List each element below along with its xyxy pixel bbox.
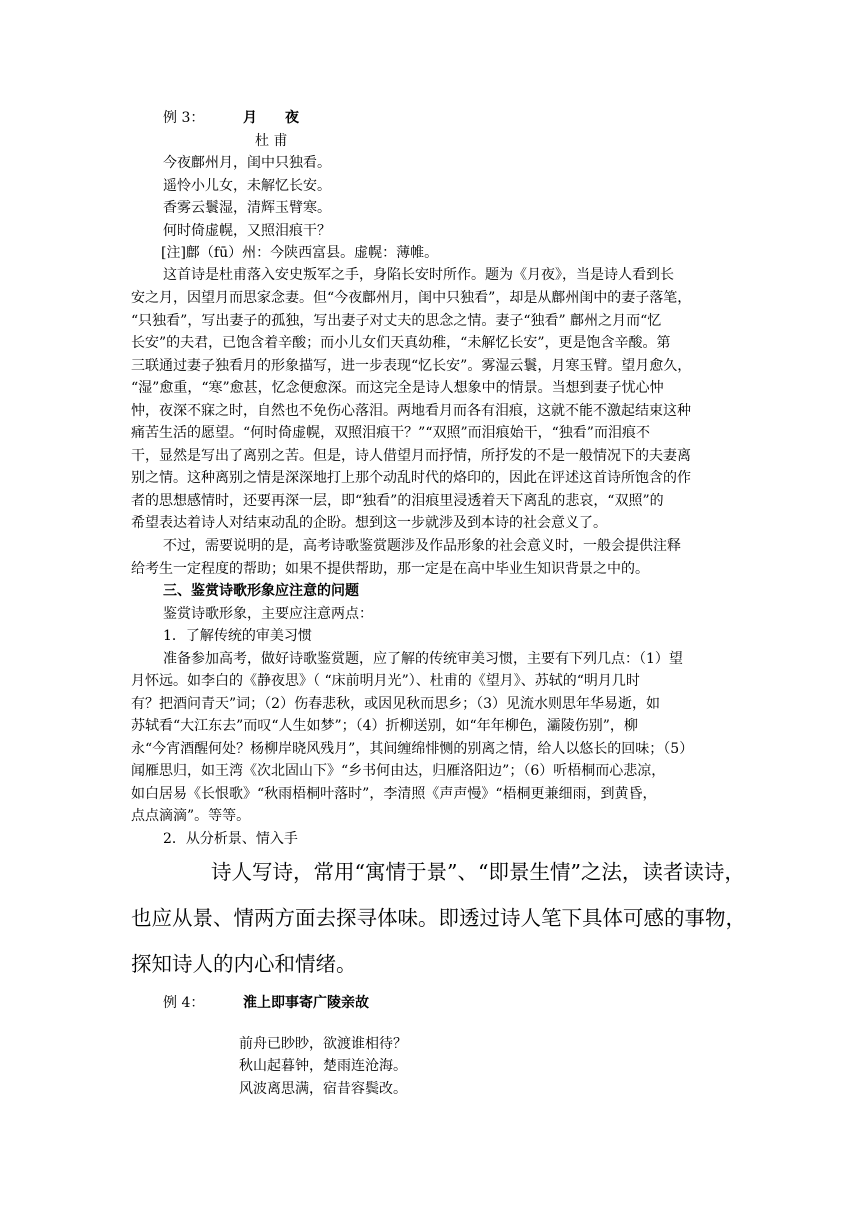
analysis-line: 痛苦生活的愿望。“何时倚虚幌，双照泪痕干？”“双照”而泪痕始干，“独看”而泪痕不	[131, 425, 650, 441]
point-1-line: 准备参加高考，做好诗歌鉴赏题，应了解的传统审美习惯，主要有下列几点：（1）望	[163, 651, 683, 667]
poem-line: 今夜鄜州月，闺中只独看。	[163, 155, 331, 171]
analysis-line: 干，显然是写出了离别之苦。但是，诗人借望月而抒情，所抒发的不是一般情况下的夫妻离	[131, 448, 691, 464]
point-1-line: 永“今宵酒醒何处？杨柳岸晓风残月”，其间缠绵悱恻的别离之情，给人以悠长的回味；（5）	[131, 741, 694, 757]
analysis-line: 别之情。这种离别之情是深深地打上那个动乱时代的烙印的，因此在评述这首诗所饱含的作	[131, 470, 691, 486]
analysis-line: 希望表达着诗人对结束动乱的企盼。想到这一步就涉及到本诗的社会意义了。	[131, 515, 607, 531]
point-2-line: 也应从景、情两方面去探寻体味。即透过诗人笔下具体可感的事物，	[131, 906, 746, 930]
poem-line: 前舟已眇眇，欲渡谁相待？	[239, 1036, 407, 1052]
analysis-line: 三联通过妻子独看月的形象描写，进一步表现“忆长安”。雾湿云鬟，月寒玉臂。望月愈久，	[131, 358, 692, 374]
point-2-heading: 2．从分析景、情入手	[163, 831, 298, 847]
point-1-line: 苏轼看“大江东去”而叹“人生如梦”；（4）折柳送别，如“年年柳色，灞陵伤别”，柳	[131, 718, 638, 734]
analysis-line: “湿”愈重，“寒”愈甚，忆念便愈深。而这完全是诗人想象中的情景。当想到妻子忧心忡	[131, 380, 664, 396]
poem-line: 香雾云鬟湿，清辉玉臂寒。	[163, 200, 331, 216]
note-paragraph-line: 给考生一定程度的帮助；如果不提供帮助，那一定是在高中毕业生知识背景之中的。	[131, 561, 649, 577]
poem-note: [注]鄜（fū）州：今陕西富县。虚幌：薄帷。	[161, 245, 439, 261]
analysis-line: 长安”的夫君，已饱含着辛酸；而小儿女们天真幼稚，“未解忆长安”，更是饱含辛酸。第	[131, 335, 671, 351]
poem-line: 秋山起暮钟，楚雨连沧海。	[239, 1058, 407, 1074]
example-3-author: 杜 甫	[255, 133, 288, 149]
section-intro: 鉴赏诗歌形象，主要应注意两点：	[163, 606, 373, 622]
example-3-label: 例 3：	[163, 110, 205, 126]
point-1-line: 如白居易《长恨歌》“秋雨梧桐叶落时”，李清照《声声慢》“梧桐更兼细雨，到黄昏，	[131, 786, 657, 802]
example-4-title: 淮上即事寄广陵亲故	[243, 995, 369, 1011]
point-1-line: 有？把酒问青天”词；（2）伤春悲秋，或因见秋而思乡；（3）见流水则思年华易逝，如	[131, 696, 660, 712]
example-4-label: 例 4：	[163, 995, 205, 1011]
note-paragraph-line: 不过，需要说明的是，高考诗歌鉴赏题涉及作品形象的社会意义时，一般会提供注释	[163, 538, 681, 554]
poem-line: 遥怜小儿女，未解忆长安。	[163, 178, 331, 194]
point-2-line: 探知诗人的内心和情绪。	[131, 952, 357, 976]
example-3-title: 月 夜	[243, 110, 299, 126]
point-1-line: 月怀远。如李白的《静夜思》（ “床前明月光”）、杜甫的《望月》、苏轼的“明月几时	[131, 673, 640, 689]
analysis-line: 安之月，因望月而思家念妻。但“今夜鄜州月，闺中只独看”，却是从鄜州闺中的妻子落笔，	[131, 290, 692, 306]
poem-line: 何时倚虚幌，又照泪痕干？	[163, 223, 331, 239]
point-1-line: 闻雁思归，如王湾《次北固山下》“乡书何由达，归雁洛阳边”；（6）听梧桐而心悲凉，	[131, 763, 666, 779]
section-heading: 三、鉴赏诗歌形象应注意的问题	[163, 583, 359, 599]
poem-line: 风波离思满，宿昔容鬓改。	[239, 1081, 407, 1097]
point-1-line: 点点滴滴”。等等。	[131, 808, 251, 824]
analysis-line: 这首诗是杜甫落入安史叛军之手，身陷长安时所作。题为《月夜》，当是诗人看到长	[163, 267, 674, 283]
point-2-line: 诗人写诗，常用“寓情于景”、“即景生情”之法，读者读诗，	[211, 860, 745, 884]
analysis-line: “只独看”，写出妻子的孤独，写出妻子对丈夫的思念之情。妻子“独看” 鄜州之月而“忆	[131, 313, 662, 329]
analysis-line: 者的思想感情时，还要再深一层，即“独看”的泪痕里浸透着天下离乱的悲哀，“双照”的	[131, 493, 664, 509]
analysis-line: 忡，夜深不寐之时，自然也不免伤心落泪。两地看月而各有泪痕，这就不能不激起结束这种	[131, 403, 691, 419]
point-1-heading: 1．了解传统的审美习惯	[163, 628, 312, 644]
